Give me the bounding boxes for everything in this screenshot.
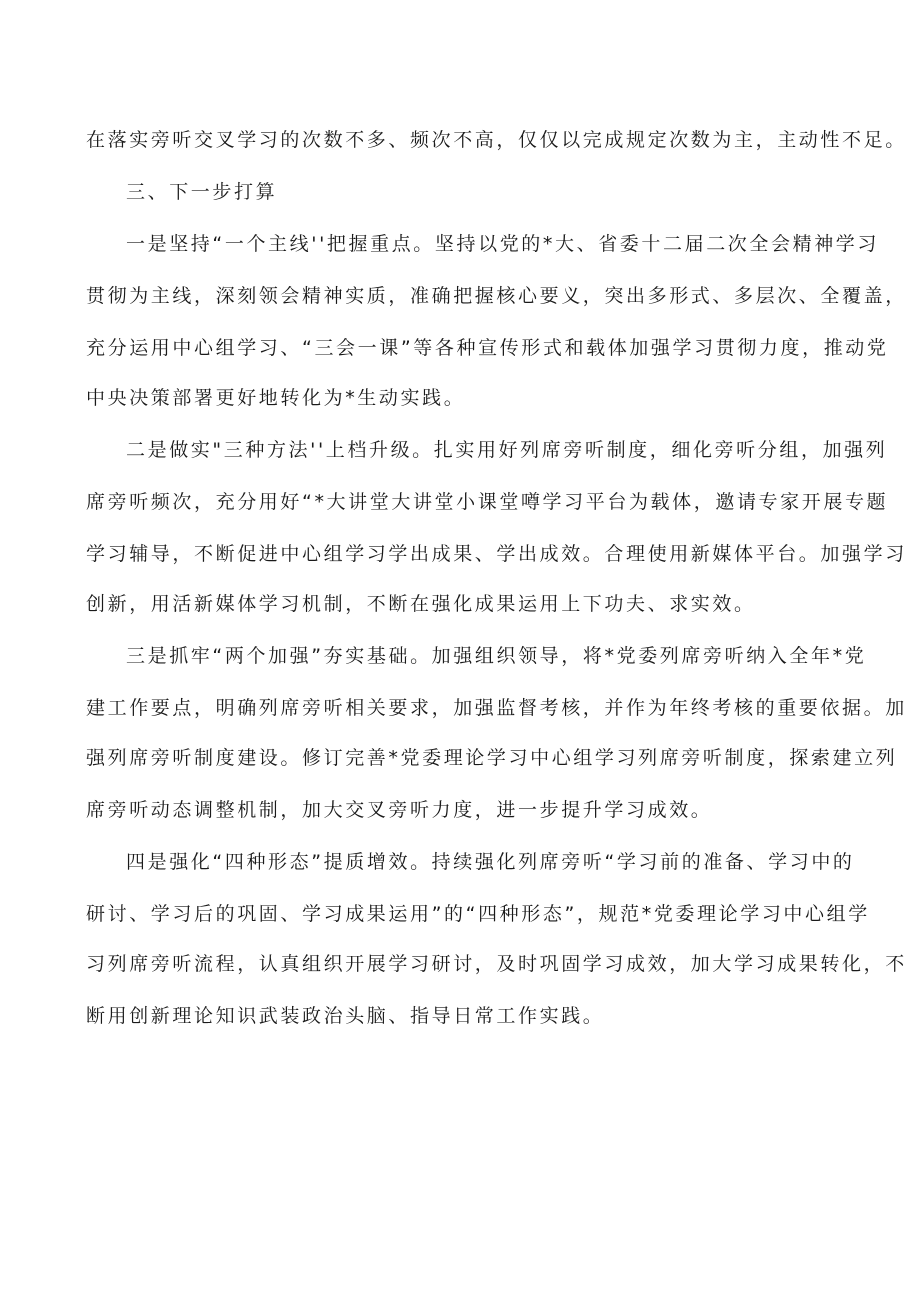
paragraph-line: 贯彻为主线，深刻领会精神实质，准确把握核心要义，突出多形式、多层次、全覆盖，	[86, 285, 907, 307]
paragraph-line: 充分运用中心组学习、“三会一课”等各种宣传形式和载体加强学习贯彻力度，推动党	[86, 337, 889, 359]
paragraph-line: 一是坚持“一个主线''把握重点。坚持以党的*大、省委十二届二次全会精神学习	[126, 233, 879, 255]
paragraph-line: 创新，用活新媒体学习机制，不断在强化成果运用上下功夫、求实效。	[86, 593, 756, 615]
paragraph-line: 四是强化“四种形态”提质增效。持续强化列席旁听“学习前的准备、学习中的	[126, 851, 855, 873]
paragraph-line: 断用创新理论知识武装政治头脑、指导日常工作实践。	[86, 1005, 605, 1027]
paragraph-line: 席旁听动态调整机制，加大交叉旁听力度，进一步提升学习成效。	[86, 799, 713, 821]
paragraph-line: 研讨、学习后的巩固、学习成果运用”的“四种形态”，规范*党委理论学习中心组学	[86, 903, 870, 925]
paragraph-line: 建工作要点，明确列席旁听相关要求，加强监督考核，并作为年终考核的重要依据。加	[86, 697, 907, 719]
paragraph-line: 中央决策部署更好地转化为*生动实践。	[86, 387, 466, 409]
paragraph-line: 强列席旁听制度建设。修订完善*党委理论学习中心组学习列席旁听制度，探索建立列	[86, 747, 898, 769]
paragraph-line: 习列席旁听流程，认真组织开展学习研讨，及时巩固学习成效，加大学习成果转化，不	[86, 953, 907, 975]
section-heading: 三、下一步打算	[126, 181, 278, 203]
paragraph-line: 二是做实"三种方法''上档升级。扎实用好列席旁听制度，细化旁听分组，加强列	[126, 439, 888, 461]
paragraph-line: 三是抓牢“两个加强”夯实基础。加强组织领导，将*党委列席旁听纳入全年*党	[126, 645, 867, 667]
paragraph-line: 学习辅导，不断促进中心组学习学出成果、学出成效。合理使用新媒体平台。加强学习	[86, 543, 907, 565]
continuation-line: 在落实旁听交叉学习的次数不多、频次不高，仅仅以完成规定次数为主，主动性不足。	[86, 129, 907, 151]
paragraph-line: 席旁听频次，充分用好“*大讲堂大讲堂小课堂噂学习平台为载体，邀请专家开展专题	[86, 491, 889, 513]
